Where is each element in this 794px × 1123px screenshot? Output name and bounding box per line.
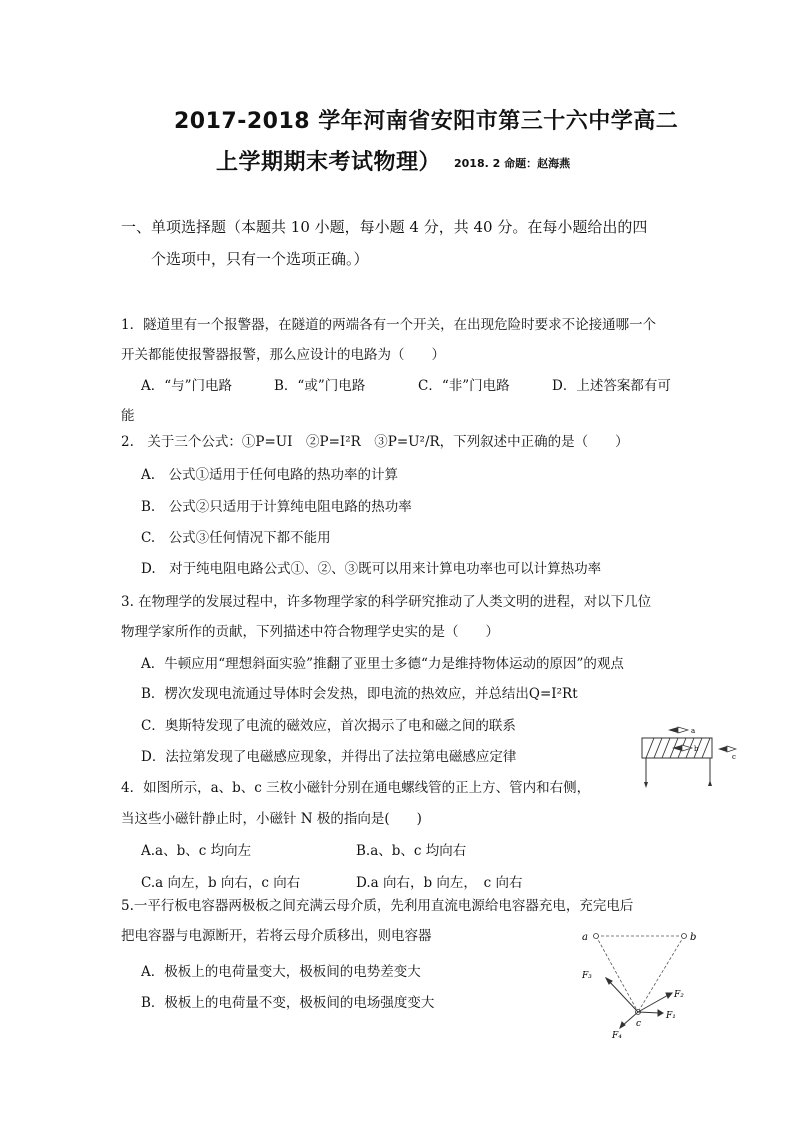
question-5-option-a: A．极板上的电荷量变大，极板间的电势差变大: [141, 964, 421, 980]
section-heading-line2: 个选项中，只有一个选项正确。）: [151, 250, 369, 268]
question-2-option-c: C. 公式③任何情况下都不能用: [141, 530, 331, 546]
question-2-option-a: A. 公式①适用于任何电路的热功率的计算: [141, 467, 399, 483]
question-4-stem: 4．如图所示，a、b、c 三枚小磁针分别在通电螺线管的正上方、管内和右侧，: [121, 780, 591, 796]
charge-b: [682, 934, 687, 939]
needle-label-a: a: [691, 727, 696, 735]
point-label-c: c: [636, 1019, 642, 1029]
question-3-option-d: D．法拉第发现了电磁感应现象，并得出了法拉第电磁感应定律: [141, 749, 517, 765]
page-title-line2: 上学期期末考试物理）: [216, 150, 442, 175]
question-3-option-c: C．奥斯特发现了电流的磁效应，首次揭示了电和磁之间的联系: [141, 718, 516, 734]
question-5-option-b: B．极板上的电荷量不变，极板间的电场强度变大: [141, 995, 435, 1011]
question-3-stem-line2: 物理学家所作的贡献，下列描述中符合物理学史实的是（ ）: [121, 624, 499, 640]
force-label-f4: F₄: [612, 1031, 622, 1041]
point-label-b: b: [690, 932, 697, 943]
question-1-option-d: D．上述答案都有可: [552, 378, 671, 394]
question-4-option-a: A.a、b、c 均向左: [141, 843, 252, 859]
question-1-stem: 1．隧道里有一个报警器，在隧道的两端各有一个开关，在出现危险时要求不论接通哪一个: [121, 317, 657, 333]
question-4-option-b: B.a、b、c 均向右: [356, 843, 467, 859]
question-2-option-d: D. 对于纯电阻电路公式①、②、③既可以用来计算电功率也可以计算热功率: [141, 561, 602, 577]
force-label-f3: F₃: [582, 971, 592, 981]
force-arrow-f2: [638, 994, 670, 1012]
compass-needle-c: [718, 746, 736, 761]
page-title: 2017-2018 学年河南省安阳市第三十六中学高二: [174, 109, 679, 134]
compass-needle-b: [672, 745, 699, 753]
needle-label-b: b: [694, 745, 699, 753]
question-2-option-b: B. 公式②只适用于计算纯电阻电路的热功率: [141, 499, 412, 515]
question-1-option-a: A．“与”门电路: [141, 378, 233, 394]
charge-a: [594, 934, 599, 939]
force-arrow-f1: [638, 1012, 660, 1013]
question-1-stem-line2: 开关都能使报警器报警，那么应设计的电路为（ ）: [121, 347, 445, 363]
force-label-f2: F₂: [674, 990, 684, 1000]
point-label-a: a: [582, 932, 588, 943]
question-3-stem: 3. 在物理学的发展过程中，许多物理学家的科学研究推动了人类文明的进程，对以下几位: [121, 594, 652, 610]
section-heading: 一、单项选择题（本题共 10 小题，每小题 4 分，共 40 分。在每小题给出的四: [121, 218, 648, 236]
question-5-stem-line2: 把电容器与电源断开，若将云母介质移出，则电容器: [121, 928, 432, 944]
question-3-option-b: B．楞次发现电流通过导体时会发热，即电流的热效应，并总结出Q=I²Rt: [141, 686, 578, 702]
compass-needle-a: [668, 727, 695, 735]
question-1-option-b: B．“或”门电路: [274, 378, 366, 394]
question-1-option-d-wrap: 能: [121, 408, 135, 424]
question-5-stem: 5.一平行板电容器两极板之间充满云母介质，先利用直流电源给电容器充电，充完电后: [121, 898, 634, 914]
question-4-stem-line2: 当这些小磁针静止时，小磁针 N 极的指向是( ): [121, 811, 422, 827]
force-diagram-figure: [574, 920, 714, 1042]
question-2-stem: 2. 关于三个公式：①P=UI ②P=I²R ③P=U²/R，下列叙述中正确的是（ ）: [121, 434, 629, 450]
question-4-option-c: C.a 向左，b 向右，c 向右: [141, 875, 301, 891]
exam-meta: 2018. 2 命题：赵海燕: [454, 157, 571, 170]
solenoid-figure: [630, 722, 742, 792]
force-label-f1: F₁: [666, 1011, 676, 1021]
question-3-option-a: A．牛顿应用“理想斜面实验”推翻了亚里士多德“力是维持物体运动的原因”的观点: [141, 656, 624, 672]
question-4-option-d: D.a 向右，b 向左， c 向右: [356, 875, 523, 891]
question-1-option-c: C．“非”门电路: [418, 378, 510, 394]
needle-label-c: c: [732, 753, 736, 761]
